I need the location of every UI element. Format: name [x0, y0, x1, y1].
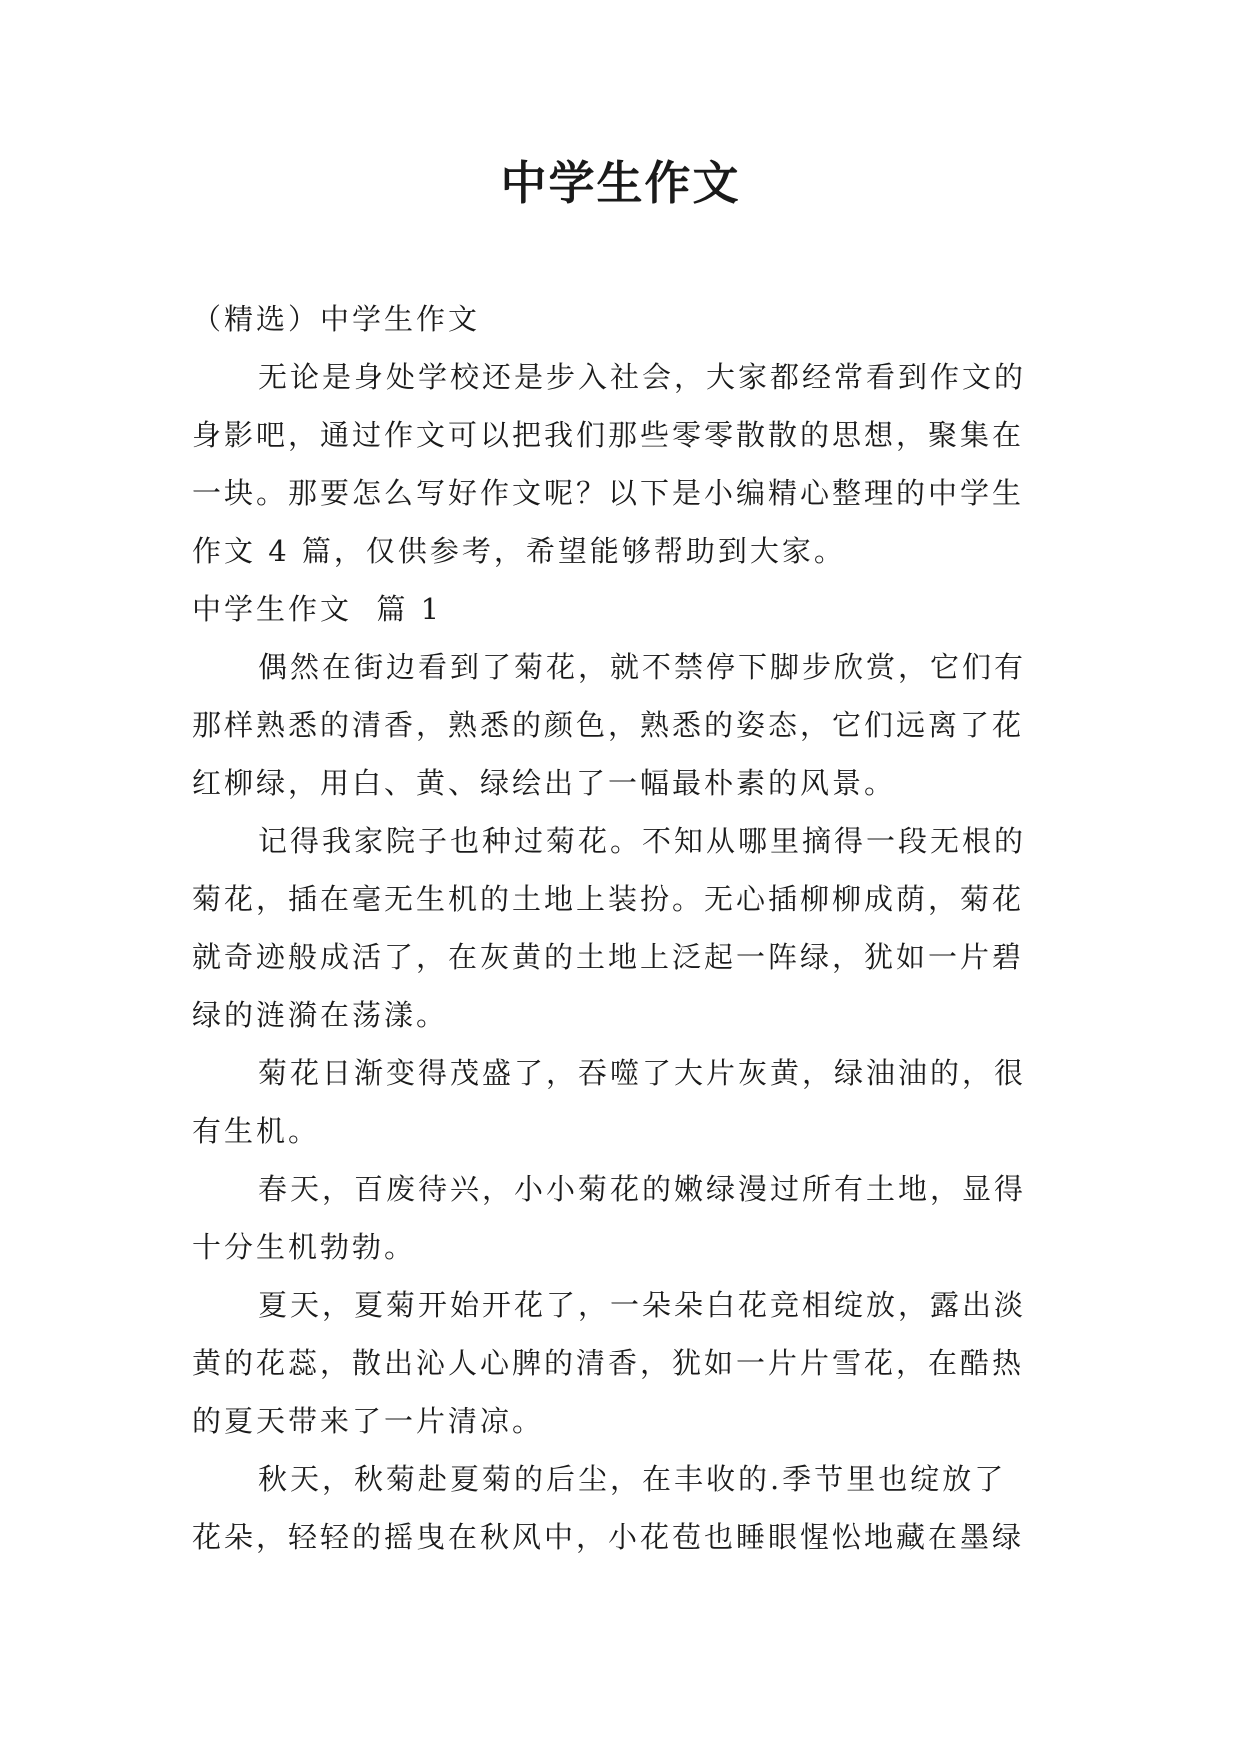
- text-line: 十分生机勃勃。: [192, 1230, 417, 1264]
- text-line: 春天，百废待兴，小小菊花的嫩绿漫过所有土地，显得: [258, 1172, 1027, 1206]
- text-line: 红柳绿，用白、黄、绿绘出了一幅最朴素的风景。: [192, 766, 897, 800]
- text-line: 有生机。: [192, 1114, 321, 1148]
- text-line: 夏天，夏菊开始开花了，一朵朵白花竞相绽放，露出淡: [258, 1288, 1027, 1322]
- text-line: 那样熟悉的清香，熟悉的颜色，熟悉的姿态，它们远离了花: [192, 708, 1025, 742]
- document-title: 中学生作文: [500, 156, 741, 210]
- text-line: 花朵，轻轻的摇曳在秋风中，小花苞也睡眼惺忪地藏在墨绿: [192, 1520, 1025, 1554]
- text-line: 作文 4 篇，仅供参考，希望能够帮助到大家。: [192, 534, 846, 568]
- text-line: 菊花，插在毫无生机的土地上装扮。无心插柳柳成荫，菊花: [192, 882, 1025, 916]
- paragraph: [192, 1160, 1052, 1276]
- paragraph: [192, 812, 1052, 1044]
- text-line: 偶然在街边看到了菊花，就不禁停下脚步欣赏，它们有: [258, 650, 1027, 684]
- text-line: 无论是身处学校还是步入社会，大家都经常看到作文的: [258, 360, 1027, 394]
- paragraph: [192, 1450, 1052, 1566]
- text-line: 就奇迹般成活了，在灰黄的土地上泛起一阵绿，犹如一片碧: [192, 940, 1025, 974]
- text-line: 黄的花蕊，散出沁人心脾的清香，犹如一片片雪花，在酷热: [192, 1346, 1025, 1380]
- text-line: 的夏天带来了一片清凉。: [192, 1404, 545, 1438]
- intro-paragraph: [192, 348, 1052, 580]
- text-line: 身影吧，通过作文可以把我们那些零零散散的思想，聚集在: [192, 418, 1025, 452]
- text-line: 一块。那要怎么写好作文呢？以下是小编精心整理的中学生: [192, 476, 1025, 510]
- text-line: 菊花日渐变得茂盛了，吞噬了大片灰黄，绿油油的，很: [258, 1056, 1027, 1090]
- paragraph: [192, 1044, 1052, 1160]
- section-heading: 中学生作文 篇 1: [192, 592, 443, 626]
- text-line: 绿的涟漪在荡漾。: [192, 998, 449, 1032]
- document-body: [192, 290, 1052, 1566]
- subtitle-line: （精选）中学生作文: [192, 302, 481, 336]
- text-line: 记得我家院子也种过菊花。不知从哪里摘得一段无根的: [258, 824, 1027, 858]
- text-line: 秋天，秋菊赴夏菊的后尘，在丰收的.季节里也绽放了: [258, 1462, 1007, 1496]
- paragraph: [192, 1276, 1052, 1450]
- paragraph: [192, 638, 1052, 812]
